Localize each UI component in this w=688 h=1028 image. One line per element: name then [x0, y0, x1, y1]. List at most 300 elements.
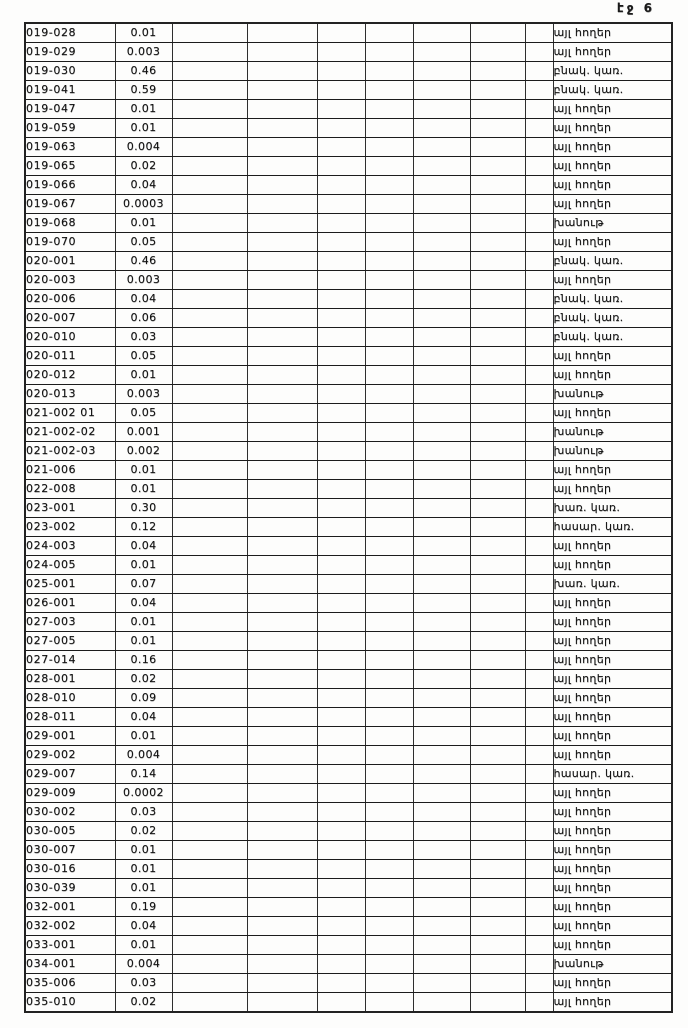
cell-land-type: այլ հողեր	[553, 176, 672, 195]
cell-area-value: 0.01	[115, 632, 172, 651]
cell-empty	[317, 43, 365, 62]
cell-empty	[317, 689, 365, 708]
table-row	[25, 803, 672, 822]
cell-empty	[247, 157, 317, 176]
cell-empty	[525, 917, 553, 936]
cell-empty	[365, 594, 413, 613]
cell-land-type: այլ հողեր	[553, 43, 672, 62]
cell-land-type: այլ հողեր	[553, 879, 672, 898]
cell-empty	[247, 214, 317, 233]
cell-empty	[413, 81, 470, 100]
cell-empty	[470, 214, 525, 233]
table-row	[25, 499, 672, 518]
cell-empty	[413, 385, 470, 404]
cell-empty	[365, 936, 413, 955]
cell-empty	[525, 993, 553, 1013]
cell-parcel-code: 033-001	[25, 936, 115, 955]
cell-empty	[525, 309, 553, 328]
table-row	[25, 746, 672, 765]
cell-empty	[413, 594, 470, 613]
cell-area-value: 0.02	[115, 670, 172, 689]
cell-empty	[525, 841, 553, 860]
table-row	[25, 385, 672, 404]
cell-empty	[470, 727, 525, 746]
cell-land-type: այլ հողեր	[553, 632, 672, 651]
cell-empty	[413, 803, 470, 822]
table-row	[25, 442, 672, 461]
cell-area-value: 0.03	[115, 328, 172, 347]
cell-empty	[470, 993, 525, 1013]
cell-empty	[172, 974, 247, 993]
cell-empty	[470, 385, 525, 404]
cell-empty	[413, 290, 470, 309]
cell-empty	[172, 214, 247, 233]
cell-empty	[525, 328, 553, 347]
cell-empty	[172, 138, 247, 157]
cell-empty	[365, 993, 413, 1013]
cell-empty	[365, 955, 413, 974]
cell-empty	[470, 176, 525, 195]
table-row	[25, 271, 672, 290]
cell-empty	[172, 442, 247, 461]
cell-empty	[470, 822, 525, 841]
cell-land-type: հասար. կառ.	[553, 765, 672, 784]
cell-land-type: այլ հողեր	[553, 651, 672, 670]
cell-empty	[525, 708, 553, 727]
cell-area-value: 0.01	[115, 119, 172, 138]
cell-empty	[172, 917, 247, 936]
cell-empty	[247, 81, 317, 100]
cell-empty	[317, 404, 365, 423]
cell-empty	[247, 860, 317, 879]
cell-empty	[470, 309, 525, 328]
cell-empty	[525, 860, 553, 879]
cell-empty	[525, 157, 553, 176]
cell-empty	[172, 784, 247, 803]
cell-area-value: 0.003	[115, 271, 172, 290]
cell-land-type: խանութ	[553, 423, 672, 442]
cell-empty	[413, 822, 470, 841]
cell-empty	[172, 157, 247, 176]
cell-land-type: այլ հողեր	[553, 936, 672, 955]
cell-empty	[365, 499, 413, 518]
cell-empty	[317, 233, 365, 252]
cell-empty	[413, 746, 470, 765]
cell-empty	[365, 575, 413, 594]
cell-empty	[317, 955, 365, 974]
cell-empty	[172, 404, 247, 423]
cell-empty	[470, 404, 525, 423]
cell-empty	[317, 841, 365, 860]
cell-area-value: 0.04	[115, 594, 172, 613]
cell-parcel-code: 020-003	[25, 271, 115, 290]
cell-area-value: 0.06	[115, 309, 172, 328]
cell-parcel-code: 020-013	[25, 385, 115, 404]
cell-land-type: այլ հողեր	[553, 23, 672, 43]
cell-empty	[365, 765, 413, 784]
cell-empty	[247, 556, 317, 575]
cell-empty	[470, 347, 525, 366]
cell-empty	[525, 613, 553, 632]
cell-empty	[365, 670, 413, 689]
cell-empty	[172, 556, 247, 575]
cell-empty	[365, 632, 413, 651]
cell-empty	[317, 309, 365, 328]
cell-empty	[172, 575, 247, 594]
cell-empty	[365, 252, 413, 271]
cell-empty	[365, 822, 413, 841]
cell-empty	[525, 195, 553, 214]
cell-empty	[525, 499, 553, 518]
cell-empty	[247, 651, 317, 670]
table-row	[25, 309, 672, 328]
cell-land-type: այլ հողեր	[553, 917, 672, 936]
cell-empty	[172, 670, 247, 689]
cell-empty	[470, 233, 525, 252]
cell-empty	[317, 385, 365, 404]
cell-empty	[413, 214, 470, 233]
cell-empty	[247, 43, 317, 62]
cell-parcel-code: 030-007	[25, 841, 115, 860]
table-row	[25, 233, 672, 252]
cell-empty	[172, 176, 247, 195]
cell-land-type: խառ. կառ.	[553, 499, 672, 518]
cell-parcel-code: 022-008	[25, 480, 115, 499]
table-row	[25, 575, 672, 594]
cell-area-value: 0.01	[115, 214, 172, 233]
cell-land-type: այլ հողեր	[553, 594, 672, 613]
cell-area-value: 0.05	[115, 404, 172, 423]
cell-empty	[247, 518, 317, 537]
cell-empty	[470, 157, 525, 176]
cell-empty	[247, 936, 317, 955]
cell-empty	[413, 727, 470, 746]
cell-area-value: 0.02	[115, 822, 172, 841]
cell-parcel-code: 019-068	[25, 214, 115, 233]
cell-empty	[172, 860, 247, 879]
table-row	[25, 480, 672, 499]
cell-area-value: 0.03	[115, 974, 172, 993]
cell-empty	[470, 784, 525, 803]
cell-empty	[525, 822, 553, 841]
cell-land-type: այլ հողեր	[553, 993, 672, 1013]
cell-empty	[172, 423, 247, 442]
cell-empty	[172, 328, 247, 347]
cell-empty	[172, 100, 247, 119]
table-row	[25, 62, 672, 81]
cell-empty	[172, 803, 247, 822]
cell-empty	[247, 176, 317, 195]
cell-area-value: 0.0003	[115, 195, 172, 214]
cell-parcel-code: 019-059	[25, 119, 115, 138]
cell-parcel-code: 021-002-02	[25, 423, 115, 442]
cell-parcel-code: 027-014	[25, 651, 115, 670]
cell-empty	[172, 119, 247, 138]
cell-empty	[172, 594, 247, 613]
cell-empty	[247, 366, 317, 385]
cell-parcel-code: 034-001	[25, 955, 115, 974]
cell-empty	[413, 841, 470, 860]
cell-empty	[365, 138, 413, 157]
cell-empty	[413, 176, 470, 195]
cell-empty	[413, 689, 470, 708]
cell-empty	[317, 100, 365, 119]
cell-empty	[172, 347, 247, 366]
cell-empty	[470, 480, 525, 499]
cell-empty	[525, 271, 553, 290]
cell-empty	[470, 328, 525, 347]
cell-empty	[247, 442, 317, 461]
cell-empty	[247, 594, 317, 613]
cell-empty	[172, 632, 247, 651]
cell-empty	[172, 195, 247, 214]
cell-empty	[247, 62, 317, 81]
cell-empty	[172, 252, 247, 271]
cell-empty	[525, 765, 553, 784]
table-row	[25, 556, 672, 575]
cell-empty	[172, 518, 247, 537]
cell-empty	[247, 309, 317, 328]
cell-empty	[413, 62, 470, 81]
table-row	[25, 423, 672, 442]
cell-empty	[525, 632, 553, 651]
cell-parcel-code: 030-005	[25, 822, 115, 841]
cell-empty	[317, 746, 365, 765]
cell-empty	[247, 461, 317, 480]
cell-land-type: այլ հողեր	[553, 366, 672, 385]
table-row	[25, 651, 672, 670]
cell-empty	[413, 556, 470, 575]
cell-empty	[247, 233, 317, 252]
cell-area-value: 0.04	[115, 290, 172, 309]
cell-empty	[525, 100, 553, 119]
cell-area-value: 0.12	[115, 518, 172, 537]
cell-parcel-code: 019-063	[25, 138, 115, 157]
cell-empty	[365, 404, 413, 423]
cell-empty	[317, 784, 365, 803]
cell-land-type: խառ. կառ.	[553, 575, 672, 594]
cell-land-type: այլ հողեր	[553, 708, 672, 727]
cell-area-value: 0.0002	[115, 784, 172, 803]
cell-empty	[247, 499, 317, 518]
cell-empty	[172, 708, 247, 727]
cell-empty	[317, 328, 365, 347]
cell-empty	[247, 708, 317, 727]
cell-area-value: 0.01	[115, 23, 172, 43]
cell-empty	[317, 81, 365, 100]
cell-area-value: 0.01	[115, 100, 172, 119]
cell-empty	[172, 765, 247, 784]
cell-land-type: այլ հողեր	[553, 195, 672, 214]
cell-empty	[525, 62, 553, 81]
cell-empty	[247, 271, 317, 290]
cell-empty	[525, 43, 553, 62]
cell-empty	[470, 898, 525, 917]
cell-empty	[172, 271, 247, 290]
cell-parcel-code: 020-006	[25, 290, 115, 309]
cell-empty	[317, 290, 365, 309]
cell-empty	[365, 43, 413, 62]
cell-empty	[317, 442, 365, 461]
cell-land-type: բնակ. կառ.	[553, 62, 672, 81]
table-row	[25, 727, 672, 746]
cell-parcel-code: 024-003	[25, 537, 115, 556]
cell-empty	[317, 271, 365, 290]
cell-area-value: 0.01	[115, 366, 172, 385]
cell-empty	[172, 993, 247, 1013]
cell-empty	[172, 537, 247, 556]
cell-empty	[247, 879, 317, 898]
cell-parcel-code: 021-002 01	[25, 404, 115, 423]
page-number: էջ 6	[616, 1, 655, 15]
cell-area-value: 0.004	[115, 955, 172, 974]
cell-parcel-code: 032-001	[25, 898, 115, 917]
cell-empty	[172, 480, 247, 499]
cell-parcel-code: 029-002	[25, 746, 115, 765]
cell-empty	[413, 765, 470, 784]
cell-land-type: խանութ	[553, 442, 672, 461]
cell-empty	[365, 328, 413, 347]
cell-parcel-code: 029-009	[25, 784, 115, 803]
cell-area-value: 0.002	[115, 442, 172, 461]
cell-parcel-code: 019-067	[25, 195, 115, 214]
cell-area-value: 0.07	[115, 575, 172, 594]
cell-empty	[317, 803, 365, 822]
cell-empty	[525, 556, 553, 575]
cell-empty	[413, 784, 470, 803]
cell-empty	[413, 879, 470, 898]
cell-empty	[317, 670, 365, 689]
cell-land-type: այլ հողեր	[553, 689, 672, 708]
cell-land-type: այլ հողեր	[553, 404, 672, 423]
cell-empty	[365, 917, 413, 936]
cell-land-type: խանութ	[553, 385, 672, 404]
cell-empty	[365, 271, 413, 290]
cell-empty	[525, 461, 553, 480]
cell-parcel-code: 029-007	[25, 765, 115, 784]
cell-empty	[525, 898, 553, 917]
table-row	[25, 176, 672, 195]
cell-empty	[365, 442, 413, 461]
cell-parcel-code: 019-028	[25, 23, 115, 43]
cell-parcel-code: 019-070	[25, 233, 115, 252]
cell-empty	[413, 366, 470, 385]
cell-parcel-code: 035-006	[25, 974, 115, 993]
cell-empty	[470, 461, 525, 480]
table-row	[25, 936, 672, 955]
cell-land-type: այլ հողեր	[553, 100, 672, 119]
cell-parcel-code: 030-016	[25, 860, 115, 879]
table-row	[25, 119, 672, 138]
cell-empty	[317, 195, 365, 214]
cell-area-value: 0.19	[115, 898, 172, 917]
cell-empty	[470, 632, 525, 651]
cell-empty	[470, 442, 525, 461]
cell-parcel-code: 030-002	[25, 803, 115, 822]
cell-empty	[413, 651, 470, 670]
cell-empty	[365, 62, 413, 81]
cell-empty	[247, 252, 317, 271]
cell-empty	[525, 803, 553, 822]
cell-area-value: 0.46	[115, 252, 172, 271]
cell-empty	[470, 955, 525, 974]
cell-empty	[247, 328, 317, 347]
cell-empty	[470, 936, 525, 955]
cell-empty	[247, 822, 317, 841]
cell-empty	[365, 385, 413, 404]
cell-empty	[317, 727, 365, 746]
cell-land-type: բնակ. կառ.	[553, 328, 672, 347]
cell-area-value: 0.003	[115, 385, 172, 404]
cell-empty	[365, 423, 413, 442]
cell-empty	[365, 518, 413, 537]
cell-empty	[413, 708, 470, 727]
cell-parcel-code: 025-001	[25, 575, 115, 594]
cell-empty	[413, 537, 470, 556]
cell-empty	[470, 62, 525, 81]
cell-area-value: 0.03	[115, 803, 172, 822]
cell-empty	[172, 841, 247, 860]
cell-empty	[317, 556, 365, 575]
table-row	[25, 81, 672, 100]
cell-land-type: այլ հողեր	[553, 157, 672, 176]
cell-empty	[247, 841, 317, 860]
cell-empty	[525, 214, 553, 233]
cell-area-value: 0.01	[115, 936, 172, 955]
cell-empty	[317, 765, 365, 784]
cell-empty	[413, 157, 470, 176]
cell-empty	[365, 119, 413, 138]
cell-area-value: 0.01	[115, 727, 172, 746]
cell-land-type: այլ հողեր	[553, 860, 672, 879]
cell-empty	[317, 898, 365, 917]
cell-empty	[247, 803, 317, 822]
cell-area-value: 0.09	[115, 689, 172, 708]
cell-land-type: այլ հողեր	[553, 347, 672, 366]
cell-empty	[172, 727, 247, 746]
cell-empty	[413, 936, 470, 955]
cell-land-type: այլ հողեր	[553, 727, 672, 746]
table-row	[25, 765, 672, 784]
cell-empty	[172, 955, 247, 974]
cell-empty	[247, 917, 317, 936]
cell-land-type: բնակ. կառ.	[553, 252, 672, 271]
cell-empty	[247, 955, 317, 974]
cell-empty	[413, 100, 470, 119]
cell-empty	[525, 23, 553, 43]
table-row	[25, 993, 672, 1013]
table-row	[25, 594, 672, 613]
cell-empty	[317, 651, 365, 670]
cell-empty	[365, 157, 413, 176]
cell-empty	[172, 898, 247, 917]
cell-empty	[413, 499, 470, 518]
cell-empty	[365, 290, 413, 309]
cell-empty	[247, 385, 317, 404]
cell-empty	[525, 727, 553, 746]
cell-empty	[172, 936, 247, 955]
cell-empty	[413, 898, 470, 917]
cell-land-type: այլ հողեր	[553, 461, 672, 480]
cell-empty	[470, 708, 525, 727]
cell-empty	[413, 233, 470, 252]
cell-area-value: 0.05	[115, 347, 172, 366]
cell-area-value: 0.01	[115, 879, 172, 898]
cell-empty	[470, 841, 525, 860]
cell-land-type: այլ հողեր	[553, 803, 672, 822]
cell-empty	[365, 556, 413, 575]
table-row	[25, 43, 672, 62]
